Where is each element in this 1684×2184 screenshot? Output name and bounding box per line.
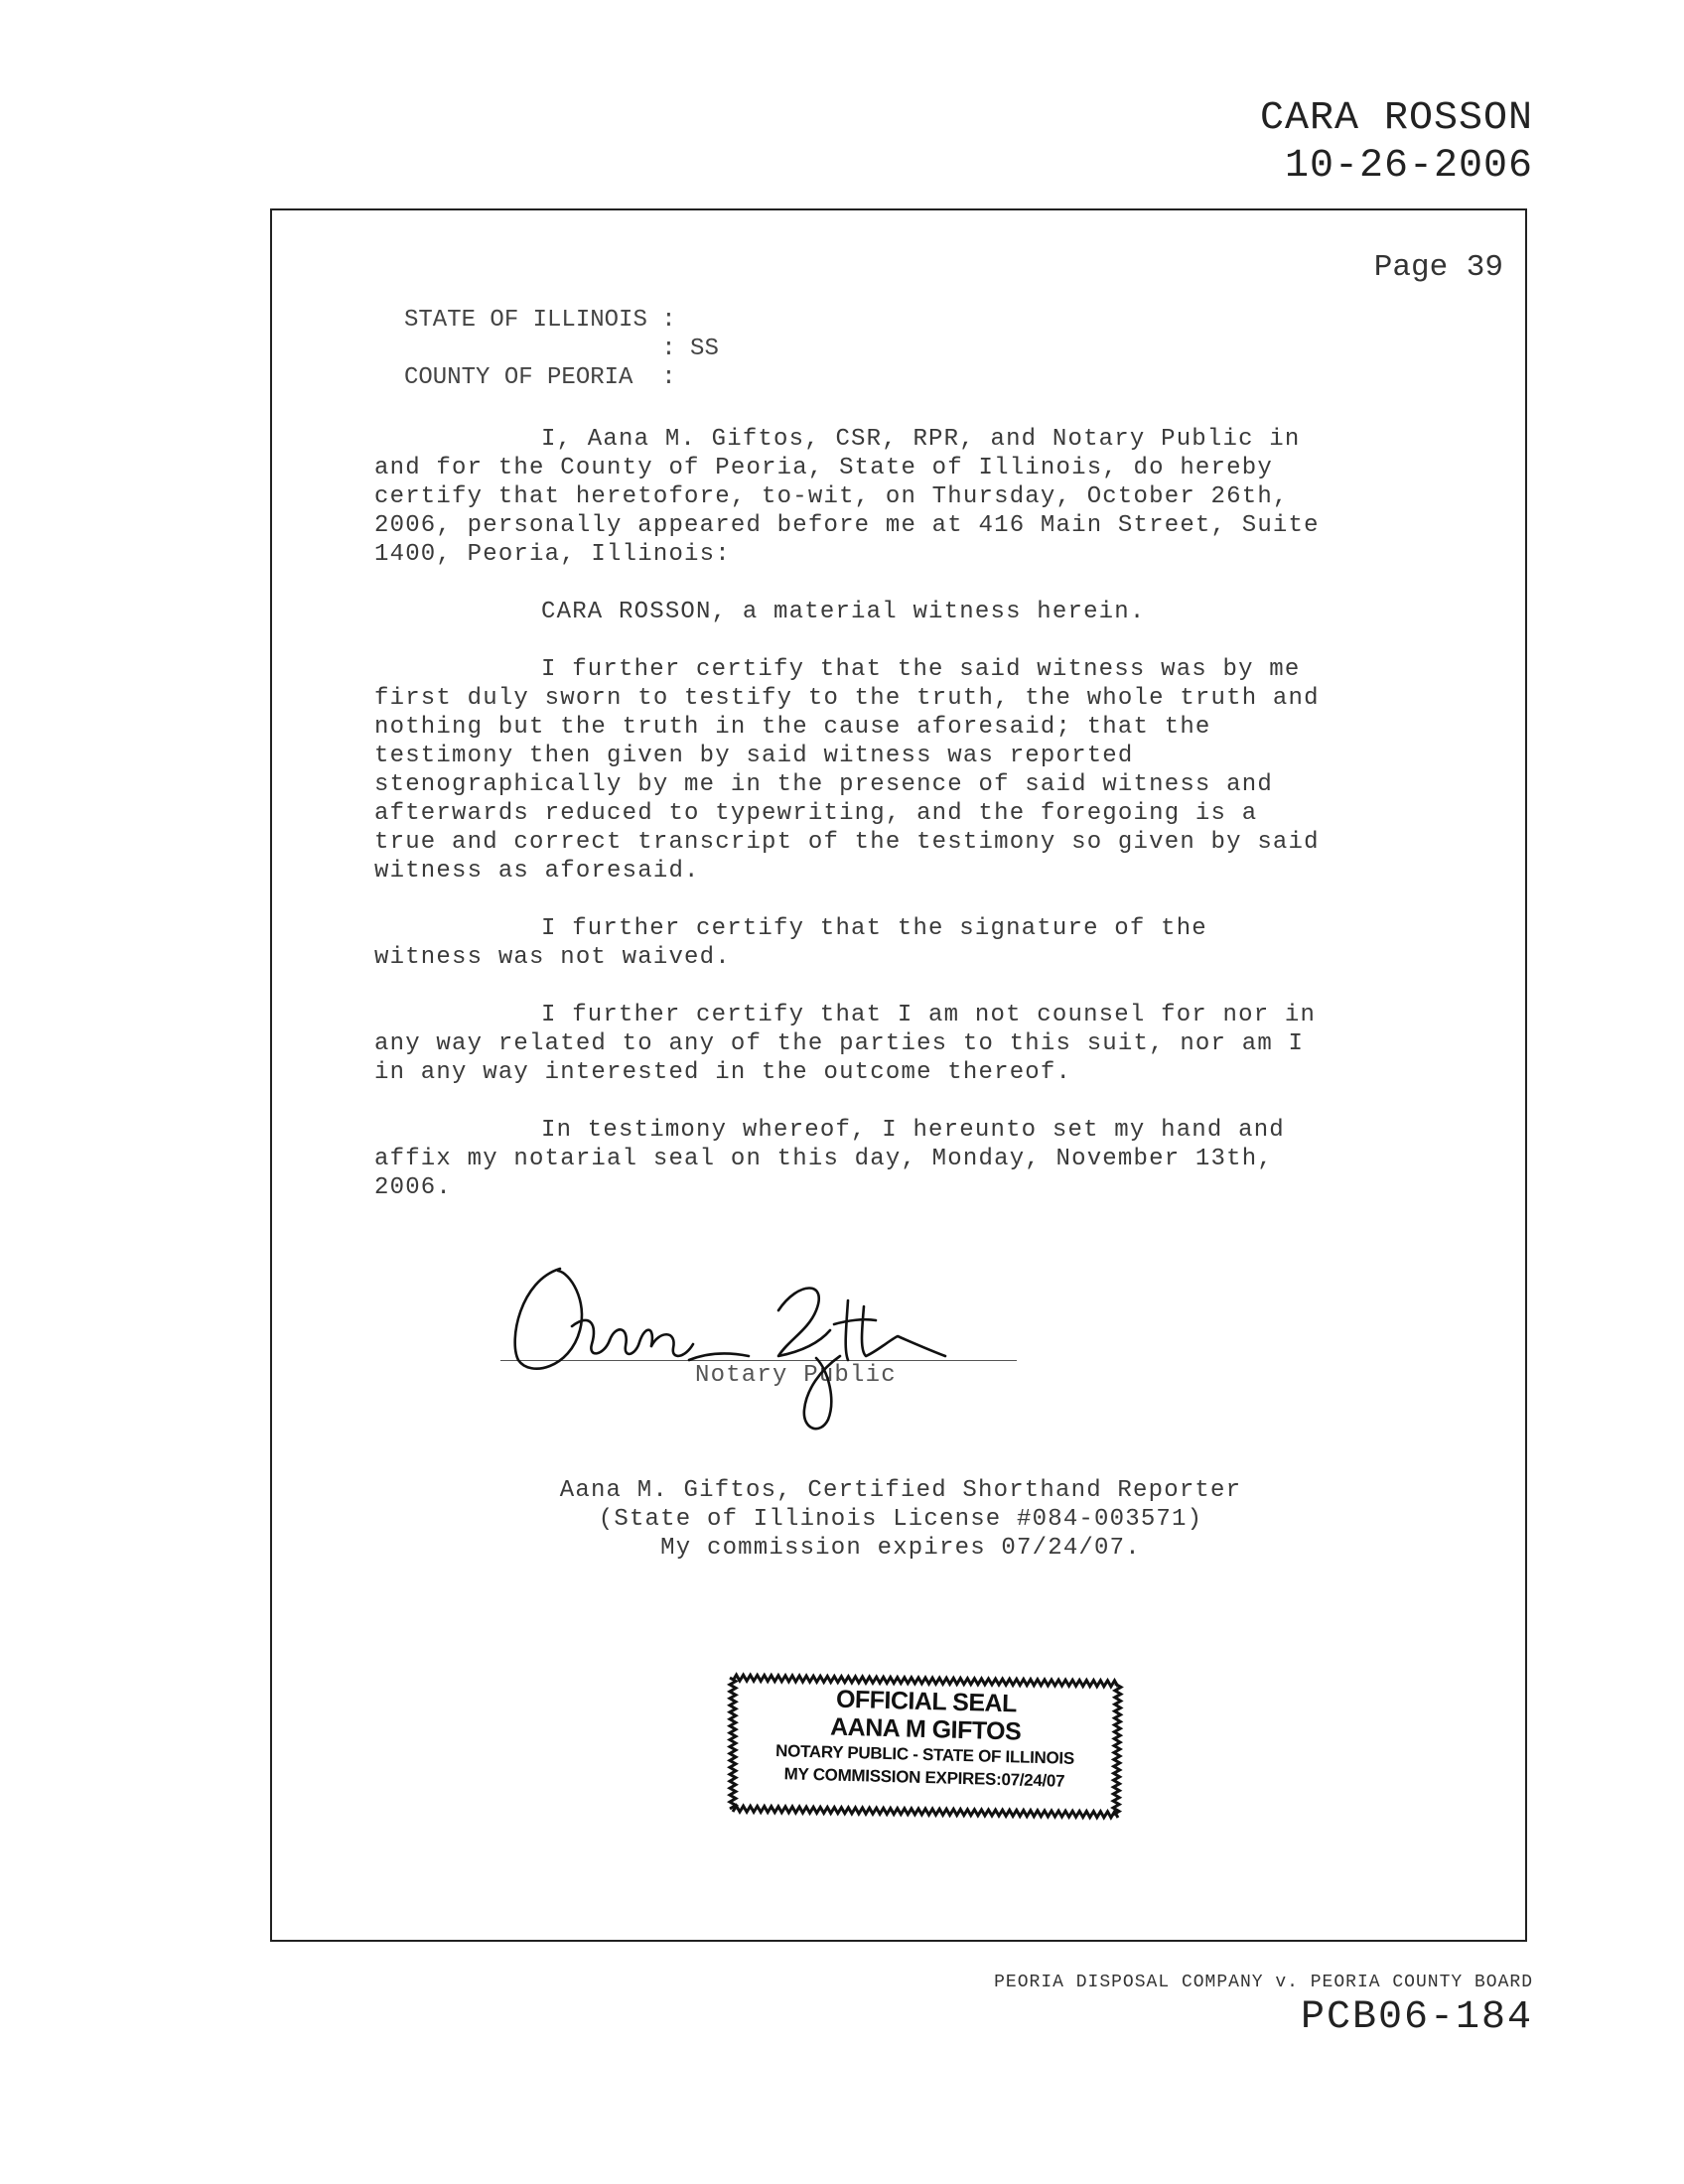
docket-number: PCB06-184	[1300, 1995, 1533, 2040]
page-footer	[994, 1971, 1533, 2042]
certificate-paragraph: I further certify that the said witness was by me first duly sworn to testify to the truth, the whole truth and nothing but the truth in the cause aforesaid; that the testimony then given by said witness was reported stenographically by me in the presence of said witness and afterwards reduced to typewriting, and the foregoing is a true and correct transcript of the testimony so given by said witness as aforesaid.	[374, 656, 1320, 885]
commission-expiry: My commission expires 07/24/07.	[660, 1535, 1141, 1562]
page-number: Page 39	[1373, 250, 1503, 285]
signature-label: Notary Public	[695, 1362, 897, 1389]
certificate-paragraph: In testimony whereof, I hereunto set my hand and affix my notarial seal on this day, Monday, November 13th, 2006.	[374, 1117, 1285, 1201]
certificate-paragraph: CARA ROSSON, a material witness herein.	[541, 599, 1146, 625]
deposition-date: 10-26-2006	[1284, 144, 1533, 189]
transcript-page-frame	[270, 208, 1527, 1942]
deponent-name: CARA ROSSON	[1259, 96, 1533, 141]
seal-office: NOTARY PUBLIC - STATE OF ILLINOIS	[774, 1741, 1075, 1768]
reporter-name: Aana M. Giftos, Certified Shorthand Reporter	[559, 1477, 1242, 1504]
header-deponent	[1260, 95, 1533, 191]
reporter-identification	[272, 1476, 1529, 1563]
caption-county: COUNTY OF PEORIA :	[404, 364, 676, 391]
caption-state: STATE OF ILLINOIS :	[404, 307, 676, 334]
handwritten-signature	[500, 1261, 1056, 1439]
certificate-body	[374, 425, 1328, 1231]
venue-caption	[404, 306, 719, 392]
seal-title: OFFICIAL SEAL	[835, 1685, 1018, 1718]
certificate-paragraph: I, Aana M. Giftos, CSR, RPR, and Notary Public in and for the County of Peoria, State of Illinois, do hereby certify that heretofore, to-wit, on Thursday, October 26th, 2006, personally appeared before me at 416 Main Street, Suite 1400, Peoria, Illinois:	[374, 426, 1320, 568]
reporter-license: (State of Illinois License #084-003571)	[598, 1506, 1203, 1533]
notary-seal-stamp	[727, 1670, 1124, 1823]
seal-text	[726, 1683, 1126, 1794]
case-caption: PEORIA DISPOSAL COMPANY v. PEORIA COUNTY BOARD	[994, 1973, 1533, 1992]
caption-ss: : SS	[404, 336, 719, 362]
signature-block	[500, 1261, 1056, 1439]
seal-expiry: MY COMMISSION EXPIRES:07/24/07	[783, 1764, 1065, 1791]
seal-name: AANA M GIFTOS	[829, 1712, 1022, 1746]
certificate-paragraph: I further certify that I am not counsel for nor in any way related to any of the parties to this suit, nor am I in any way interested in the outcome thereof.	[374, 1002, 1317, 1086]
certificate-paragraph: I further certify that the signature of the witness was not waived.	[374, 915, 1207, 971]
